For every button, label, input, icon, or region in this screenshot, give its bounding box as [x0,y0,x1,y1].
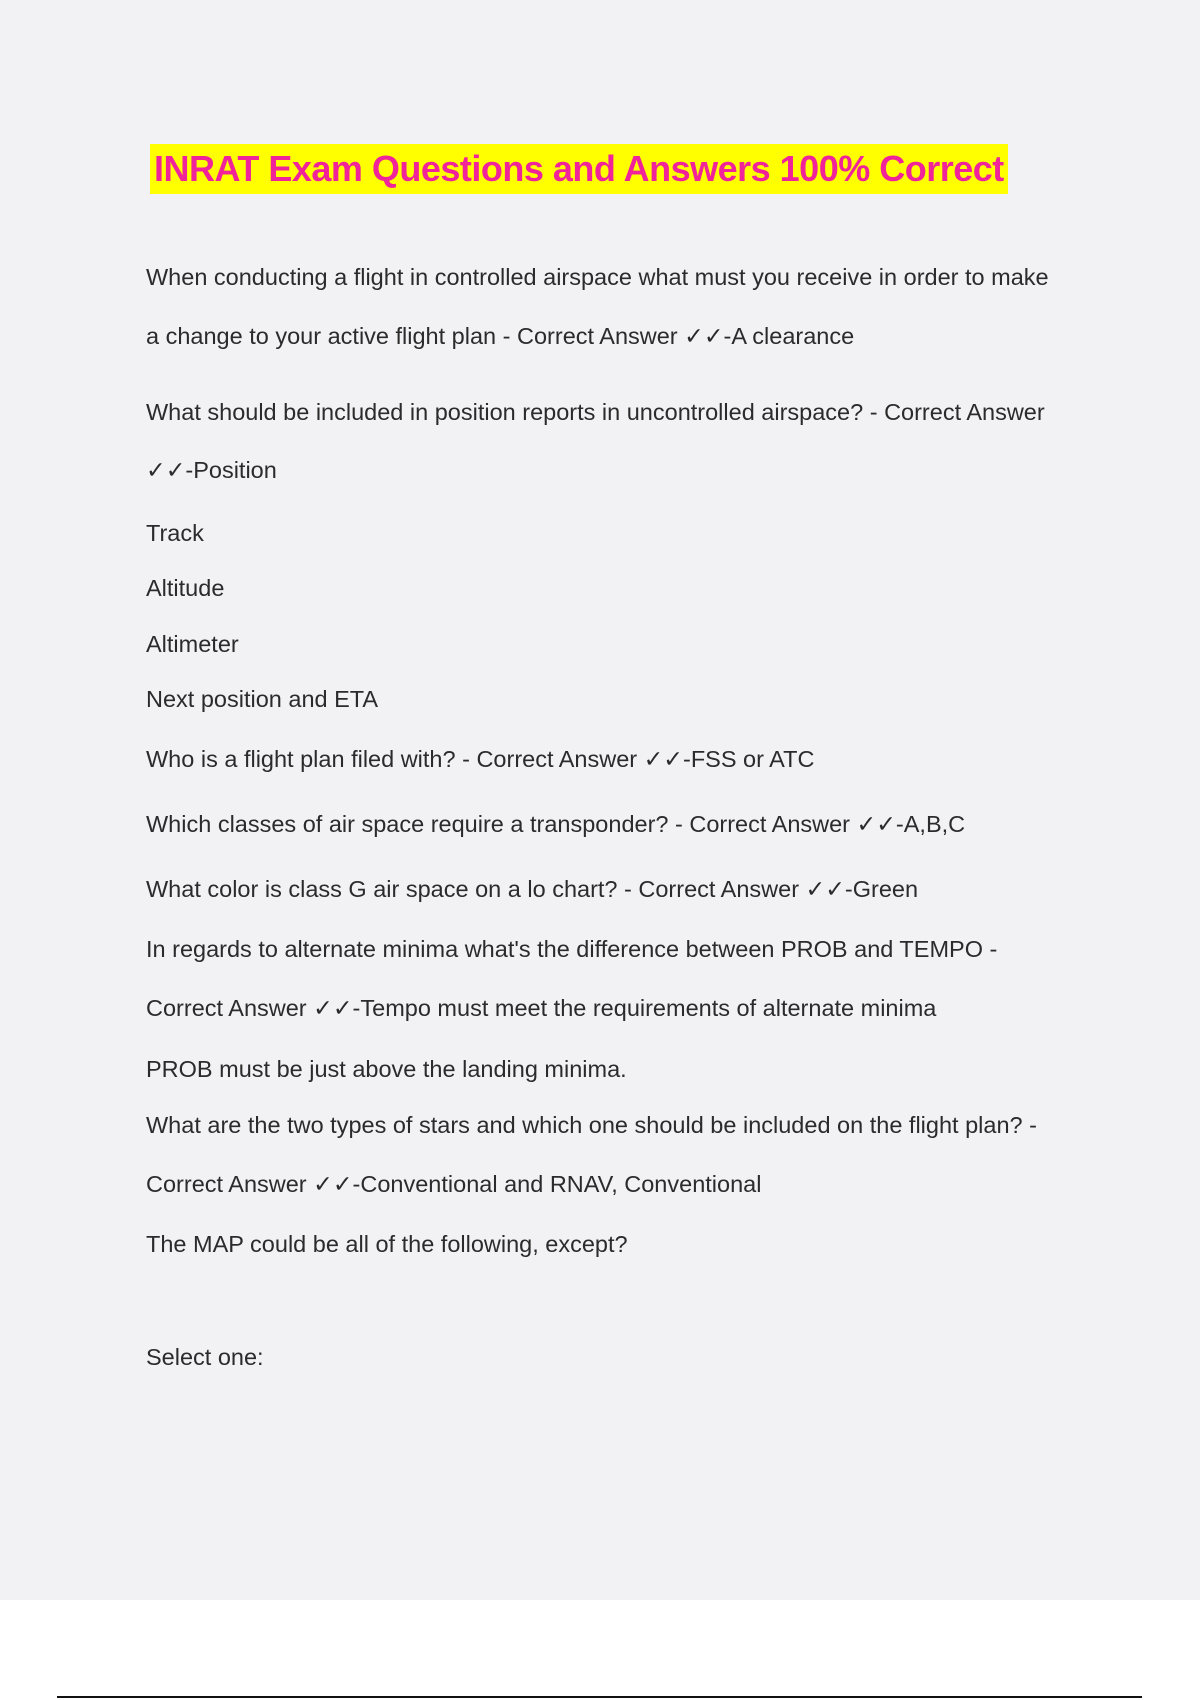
text-line: ✓✓-Position [146,457,277,483]
text-line: Altimeter [146,631,239,657]
text-line: PROB must be just above the landing minima. [146,1056,627,1082]
text-line: What should be included in position reports in uncontrolled airspace? - Correct Answer [146,399,1045,425]
document-title: INRAT Exam Questions and Answers 100% Correct [154,148,1004,189]
text-line: What are the two types of stars and which one should be included on the flight plan? - [146,1112,1037,1138]
text-line: Track [146,520,204,546]
text-line: The MAP could be all of the following, except? [146,1231,628,1257]
text-line: When conducting a flight in controlled airspace what must you receive in order to make [146,264,1049,290]
text-line: Altitude [146,575,225,601]
footer-divider [57,1696,1142,1698]
text-line: Correct Answer ✓✓-Tempo must meet the requirements of alternate minima [146,995,937,1021]
text-line: a change to your active flight plan - Correct Answer ✓✓-A clearance [146,323,855,349]
text-line: In regards to alternate minima what's the difference between PROB and TEMPO - [146,936,998,962]
text-line: What color is class G air space on a lo chart? - Correct Answer ✓✓-Green [146,876,919,902]
title-highlight [150,144,1008,194]
text-line: Select one: [146,1344,264,1370]
text-line: Correct Answer ✓✓-Conventional and RNAV, Conventional [146,1171,762,1197]
text-line: Next position and ETA [146,686,379,712]
text-line: Which classes of air space require a transponder? - Correct Answer ✓✓-A,B,C [146,811,966,837]
text-line: Who is a flight plan filed with? - Correct Answer ✓✓-FSS or ATC [146,746,815,772]
